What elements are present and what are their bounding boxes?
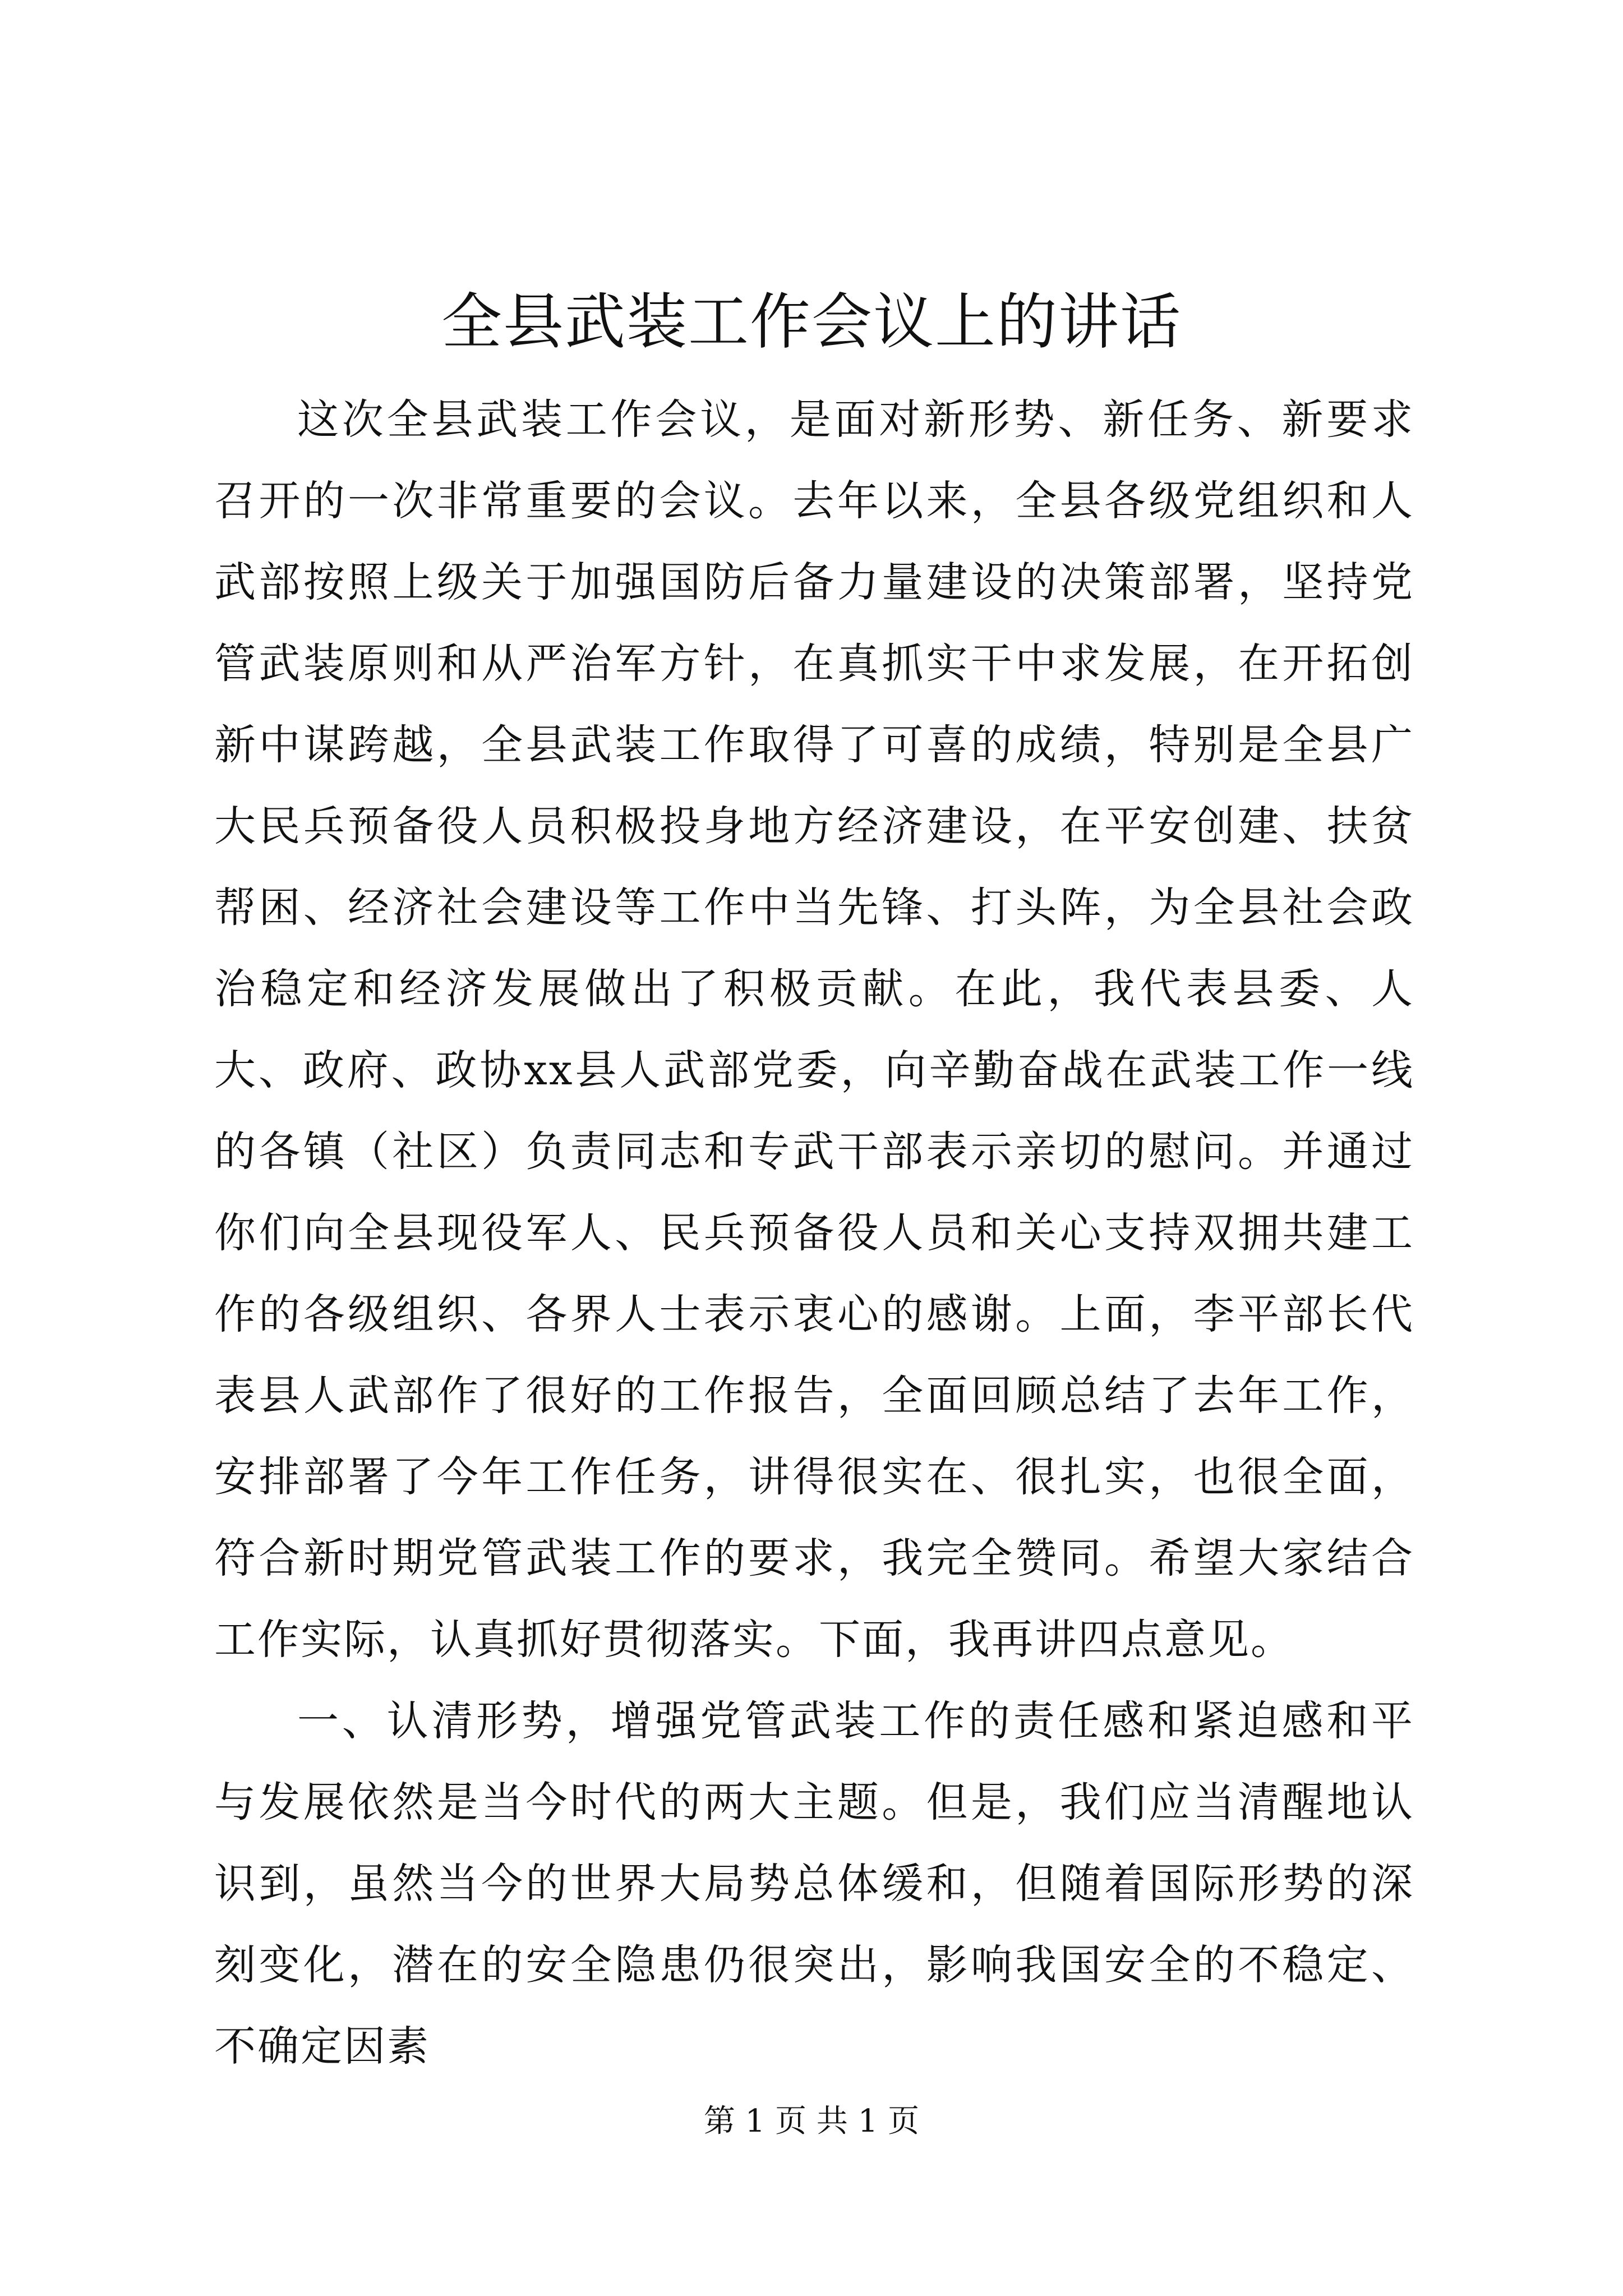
document-body <box>214 379 1414 2087</box>
paragraph-opening: 这次全县武装工作会议，是面对新形势、新任务、新要求召开的一次非常重要的会议。去年以来，全县各级党组织和人武部按照上级关于加强国防后备力量建设的决策部署，坚持党管武装原则和从严治军方针，在真抓实干中求发展，在开拓创新中谋跨越，全县武装工作取得了可喜的成绩，特别是全县广大民兵预备役人员积极投身地方经济建设，在平安创建、扶贫帮困、经济社会建设等工作中当先锋、打头阵，为全县社会政治稳定和经济发展做出了积极贡献。在此，我代表县委、人大、政府、政协xx县人武部党委，向辛勤奋战在武装工作一线的各镇（社区）负责同志和专武干部表示亲切的慰问。并通过你们向全县现役军人、民兵预备役人员和关心支持双拥共建工作的各级组织、各界人士表示衷心的感谢。上面，李平部长代表县人武部作了很好的工作报告，全面回顾总结了去年工作，安排部署了今年工作任务，讲得很实在、很扎实，也很全面，符合新时期党管武装工作的要求，我完全赞同。希望大家结合工作实际，认真抓好贯彻落实。下面，我再讲四点意见。 <box>214 395 1414 1664</box>
paragraph-section-one: 一、认清形势，增强党管武装工作的责任感和紧迫感和平与发展依然是当今时代的两大主题。但是，我们应当清醒地认识到，虽然当今的世界大局势总体缓和，但随着国际形势的深刻变化，潜在的安全隐患仍很突出，影响我国安全的不稳定、不确定因素 <box>214 1697 1414 2070</box>
document-title: 全县武装工作会议上的讲话 <box>441 287 1182 357</box>
page-number-footer: 第 1 页 共 1 页 <box>703 2103 920 2139</box>
